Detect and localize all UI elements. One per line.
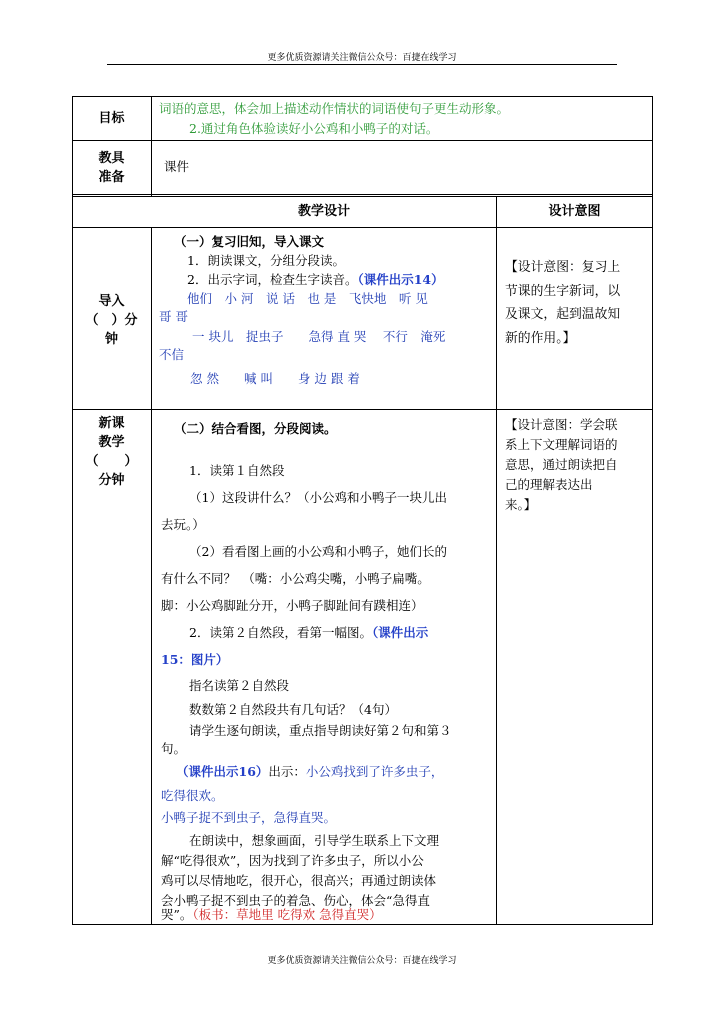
courseware-cue-16: （课件出示16）	[176, 764, 269, 779]
newlesson-q2c: 脚：小公鸡脚趾分开，小鸭子脚趾间有蹼相连）	[161, 598, 424, 613]
courseware-cue-15a: （课件出示	[371, 625, 429, 640]
newlesson-p1: 1．读第１自然段	[189, 463, 285, 478]
intro-heading: （一）复习旧知，导入课文	[174, 234, 325, 249]
newlesson-q1b: 去玩。）	[161, 517, 205, 532]
intro-label-2: （ ）分	[85, 313, 138, 328]
tools-label-1: 教具	[98, 151, 125, 166]
row-rule-3	[72, 227, 653, 228]
newlesson-p3: 指名读第２自然段	[189, 678, 290, 693]
page-footer: 更多优质资源请关注微信公众号：百捷在线学习	[267, 956, 457, 966]
goals-line-1: 词语的意思，体会加上描述动作情状的词语使句子更生动形象。	[159, 101, 510, 116]
page-header: 更多优质资源请关注微信公众号：百捷在线学习	[267, 53, 457, 63]
intro-words-line-2: 一 块儿 捉虫子 急得 直 哭 不行 淹死	[192, 329, 446, 344]
table-border-left	[72, 96, 73, 925]
newlesson-label-1: 新课	[98, 416, 125, 431]
newlesson-q2b: 有什么不同？ （嘴：小公鸡尖嘴，小鸭子扁嘴。	[161, 571, 430, 586]
newlesson-para-e: 哭”。（板书：草地里 吃得欢 急得直哭）	[161, 907, 382, 922]
newlesson-p4: 数数第２自然段共有几句话？（4句）	[189, 702, 397, 717]
goals-line-2: 2.通过角色体验读好小公鸡和小鸭子的对话。	[189, 121, 439, 136]
tools-label-2: 准备	[98, 170, 125, 185]
row-rule-4	[72, 409, 653, 410]
newlesson-para-c: 鸡可以尽情地吃，很开心，很高兴；再通过朗读体	[161, 873, 437, 888]
header-rule	[107, 64, 617, 65]
newlesson-p2: 2．读第２自然段，看第一幅图。（课件出示	[189, 625, 429, 640]
newlesson-quote-2: 小鸭子捉不到虫子，急得直哭。	[161, 810, 337, 825]
newlesson-q2a: （2）看看图上画的小公鸡和小鸭子，她们长的	[189, 544, 447, 559]
newlesson-cue16-line: （课件出示16）出示：小公鸡找到了许多虫子，	[176, 764, 444, 779]
row-rule-2a	[72, 194, 653, 195]
courseware-cue-14: （课件出示14）	[357, 272, 444, 287]
intent-divider	[496, 196, 497, 925]
label-divider-top	[151, 96, 152, 196]
courseware-cue-15b: 15：图片）	[161, 652, 229, 667]
intro-step-1: 1．朗读课文，分组分段读。	[187, 253, 345, 268]
newlesson-heading: （二）结合看图，分段阅读。	[174, 421, 337, 436]
row-rule-2b	[72, 196, 653, 197]
intro-label-3: 钟	[104, 332, 118, 347]
newlesson-para-a: 在朗读中，想象画面，引导学生联系上下文理	[189, 833, 440, 848]
intro-words-line-1: 他们 小 河 说 话 也 是 飞快地 听 见	[187, 291, 428, 306]
table-border-right	[652, 96, 653, 925]
intro-step-2: 2．出示字词，检查生字读音。（课件出示14）	[187, 272, 444, 287]
board-notes: （板书：草地里 吃得欢 急得直哭）	[192, 907, 382, 922]
newlesson-label-4: 分钟	[98, 473, 125, 488]
newlesson-label-3: （ ）	[85, 454, 138, 469]
label-divider-bottom	[151, 227, 152, 925]
newlesson-label-2: 教学	[98, 435, 125, 450]
newlesson-para-d: 会小鸭子捉不到虫子的着急、伤心，体会“急得直	[161, 893, 430, 908]
intro-words-line-2b: 不信	[159, 347, 185, 362]
newlesson-para-b: 解“吃得很欢”，因为找到了许多虫子，所以小公	[161, 853, 424, 868]
table-border-bottom	[72, 924, 653, 925]
intro-label-1: 导入	[98, 294, 125, 309]
intro-words-line-3: 忽 然 喊 叫 身 边 跟 着	[190, 371, 360, 386]
lesson-plan-table	[72, 96, 653, 925]
newlesson-intent: 【设计意图：学会联 系上下文理解词语的 意思，通过朗读把自 己的理解表达出 来。】	[505, 417, 618, 512]
tools-value: 课件	[164, 159, 190, 174]
column-design-header: 教学设计	[297, 204, 350, 219]
row-rule-1	[72, 140, 653, 141]
newlesson-p5b: 句。	[161, 741, 187, 756]
intro-intent: 【设计意图：复习上 节课的生字新词，以 及课文，起到温故知 新的作用。】	[505, 260, 621, 346]
table-border-top	[72, 96, 653, 97]
newlesson-q1a: （1）这段讲什么？（小公鸡和小鸭子一块儿出	[189, 490, 447, 505]
goals-label: 目标	[98, 111, 125, 126]
column-intent-header: 设计意图	[548, 204, 601, 219]
newlesson-p5a: 请学生逐句朗读，重点指导朗读好第２句和第３	[189, 723, 452, 738]
newlesson-quote-1b: 吃得很欢。	[161, 788, 224, 803]
intro-words-line-1b: 哥 哥	[159, 309, 188, 324]
